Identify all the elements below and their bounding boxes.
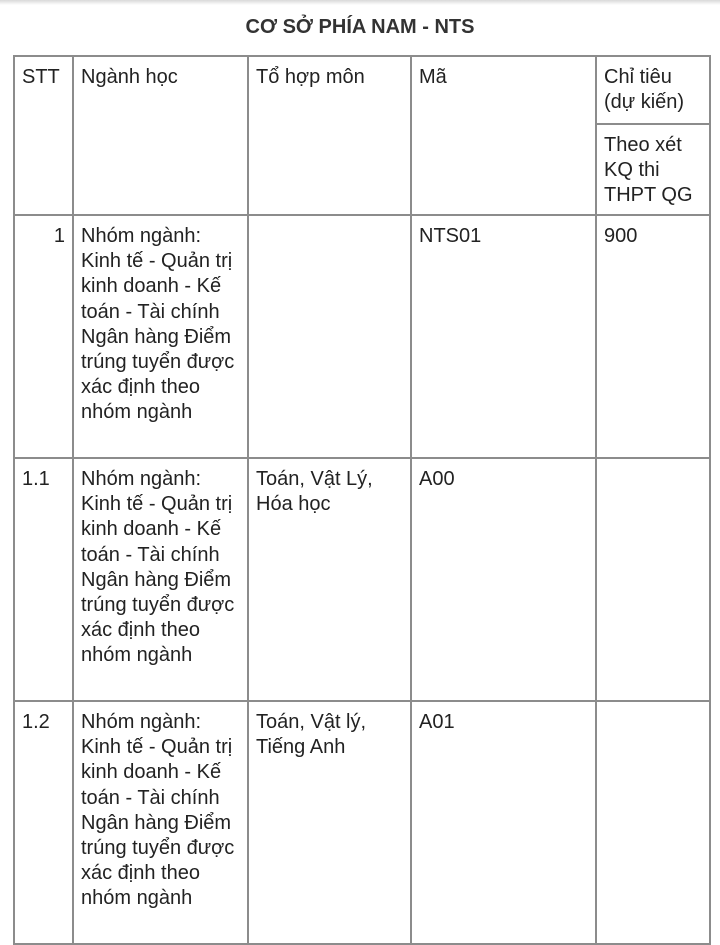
header-row [15, 57, 709, 123]
table-row [15, 459, 709, 700]
cell-to-hop-mon: Toán, Vật lý, Tiếng Anh [249, 702, 410, 943]
cell-stt: 1.1 [15, 459, 72, 700]
cell-chi-tieu: 900 [597, 216, 709, 457]
table-row [15, 702, 709, 943]
cell-ma: NTS01 [412, 216, 595, 457]
admission-table [13, 55, 711, 945]
cell-stt: 1.2 [15, 702, 72, 943]
header-nganh-hoc: Ngành học [74, 57, 247, 214]
cell-to-hop-mon: Toán, Vật Lý, Hóa học [249, 459, 410, 700]
header-chi-tieu: Chỉ tiêu (dự kiến) [597, 57, 709, 123]
header-stt: STT [15, 57, 72, 214]
cell-chi-tieu [597, 702, 709, 943]
cell-ma: A00 [412, 459, 595, 700]
cell-stt: 1 [15, 216, 72, 457]
top-shadow [0, 0, 720, 5]
header-ma: Mã [412, 57, 595, 214]
cell-nganh-hoc: Nhóm ngành: Kinh tế - Quản trị kinh doanh - Kế toán - Tài chính Ngân hàng Điểm trúng tuyển được xác định theo nhóm ngành [74, 459, 247, 700]
cell-ma: A01 [412, 702, 595, 943]
cell-chi-tieu [597, 459, 709, 700]
cell-to-hop-mon [249, 216, 410, 457]
table-row [15, 216, 709, 457]
header-to-hop-mon: Tổ hợp môn [249, 57, 410, 214]
header-theo-xet: Theo xét KQ thi THPT QG [597, 125, 709, 214]
cell-nganh-hoc: Nhóm ngành: Kinh tế - Quản trị kinh doanh - Kế toán - Tài chính Ngân hàng Điểm trúng tuyển được xác định theo nhóm ngành [74, 216, 247, 457]
page-title: CƠ SỞ PHÍA NAM - NTS [245, 16, 475, 38]
cell-nganh-hoc: Nhóm ngành: Kinh tế - Quản trị kinh doanh - Kế toán - Tài chính Ngân hàng Điểm trúng tuyển được xác định theo nhóm ngành [74, 702, 247, 943]
